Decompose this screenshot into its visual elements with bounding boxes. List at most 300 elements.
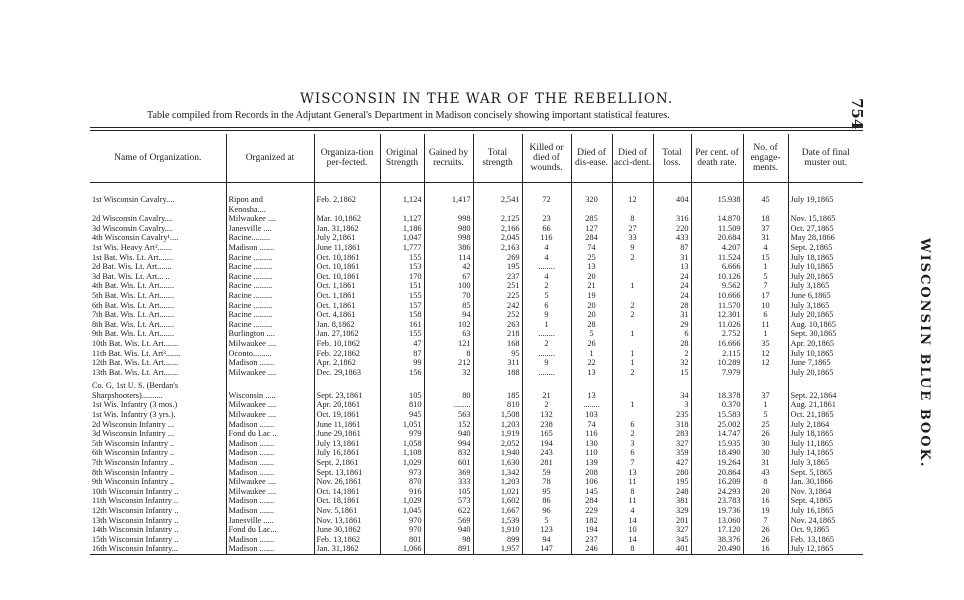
table-cell: 105 xyxy=(380,391,424,401)
table-cell: 2,166 xyxy=(473,224,522,234)
table-cell: Milwaukee .... xyxy=(226,368,314,378)
table-cell: 1,021 xyxy=(473,487,522,497)
table-cell: 16th Wisconsin Infantry... xyxy=(90,544,226,554)
table-cell: 9 xyxy=(522,358,571,368)
table-cell: 1,919 xyxy=(473,429,522,439)
table-cell: 4th Bat. Wis. Lt. Art....... xyxy=(92,281,175,291)
table-cell: 251 xyxy=(473,281,522,291)
table-cell: 3 xyxy=(653,400,691,410)
table-cell xyxy=(90,205,226,215)
table-cell: Janesville ..... xyxy=(226,516,314,526)
table-cell: Sept. 13,1861 xyxy=(314,468,380,478)
table-cell: 1st Bat. Wis. Lt. Art....... xyxy=(92,252,174,262)
table-cell: 1 xyxy=(612,358,653,368)
table-cell: 13 xyxy=(571,368,612,378)
table-cell: July 3,1865 xyxy=(788,458,863,468)
table-cell: July 12,1865 xyxy=(788,544,863,554)
table-row xyxy=(90,224,863,234)
table-cell: 35 xyxy=(743,339,788,349)
table-cell: Fond du Lac... xyxy=(226,525,314,535)
table-cell: 74 xyxy=(571,420,612,430)
table-cell: 10.126 xyxy=(691,272,743,282)
table-cell: 158 xyxy=(380,310,424,320)
table-cell xyxy=(612,320,653,330)
table-cell: 1,045 xyxy=(380,506,424,516)
table-cell: 401 xyxy=(653,544,691,554)
table-cell: Racine ......... xyxy=(226,272,314,282)
table-cell: Fond du Lac .. xyxy=(226,429,314,439)
table-cell: 8 xyxy=(424,349,473,359)
table-cell: 16 xyxy=(743,544,788,554)
table-cell: 19 xyxy=(743,506,788,516)
table-cell: 318 xyxy=(653,420,691,430)
table-cell: 8 xyxy=(743,477,788,487)
table-cell: 12th Bat. Wis. Lt. Art....... xyxy=(92,358,179,368)
table-cell xyxy=(571,381,612,391)
table-cell: Oct. 21,1865 xyxy=(788,410,863,420)
table-cell: 33 xyxy=(612,233,653,243)
table-cell: 280 xyxy=(653,468,691,478)
table-cell: 220 xyxy=(653,224,691,234)
table-cell: 153 xyxy=(380,262,424,272)
table-cell: 2 xyxy=(653,349,691,359)
table-body xyxy=(90,183,863,555)
table-cell: 2,163 xyxy=(473,243,522,253)
table-cell: 28 xyxy=(571,320,612,330)
table-cell: 243 xyxy=(522,448,571,458)
table-cell: Feb. 13,1862 xyxy=(314,535,380,545)
table-row xyxy=(90,496,863,506)
table-cell: 22 xyxy=(571,358,612,368)
table-cell: 15.938 xyxy=(691,195,743,205)
table-cell xyxy=(612,262,653,272)
table-cell: 26 xyxy=(743,429,788,439)
table-cell: 45 xyxy=(743,195,788,205)
table-cell: 998 xyxy=(424,233,473,243)
table-cell: 110 xyxy=(571,448,612,458)
table-cell: 13 xyxy=(612,468,653,478)
table-cell: 1,108 xyxy=(380,448,424,458)
table-cell: 15.935 xyxy=(691,439,743,449)
table-cell: Racine ......... xyxy=(226,291,314,301)
table-cell: 195 xyxy=(653,477,691,487)
table-cell: Sept. 23,1861 xyxy=(314,391,380,401)
table-cell: 2d Wisconsin Cavalry.... xyxy=(92,214,174,224)
table-cell: Jan. 31,1862 xyxy=(314,224,380,234)
table-cell: 9th Bat. Wis. Lt. Art....... xyxy=(92,329,175,339)
table-cell: 67 xyxy=(424,272,473,282)
table-cell: 100 xyxy=(424,281,473,291)
table-cell: 1,630 xyxy=(473,458,522,468)
table-cell: 18 xyxy=(743,214,788,224)
table-cell: 1,602 xyxy=(473,496,522,506)
table-cell: 151 xyxy=(380,281,424,291)
table-cell xyxy=(522,205,571,215)
table-cell: 2,052 xyxy=(473,439,522,449)
table-cell: Jan. 8,1862 xyxy=(314,320,380,330)
table-cell: 237 xyxy=(571,535,612,545)
table-row xyxy=(90,195,863,205)
table-cell: 2 xyxy=(522,400,571,410)
table-cell: 1,066 xyxy=(380,544,424,554)
table-cell: 5th Wisconsin Infantry .. xyxy=(92,438,175,448)
page-number: 754 xyxy=(848,98,866,130)
table-cell: Racine ......... xyxy=(226,262,314,272)
table-cell xyxy=(653,205,691,215)
table-cell: ........ xyxy=(424,400,473,410)
table-cell: July 20,1865 xyxy=(788,368,863,378)
table-cell: 31 xyxy=(653,253,691,263)
table-cell: 832 xyxy=(424,448,473,458)
table-cell: 1,342 xyxy=(473,468,522,478)
table-cell: 155 xyxy=(380,291,424,301)
table-cell: 15.583 xyxy=(691,410,743,420)
table-cell: 19.736 xyxy=(691,506,743,516)
table-cell: Madison ....... xyxy=(226,535,314,545)
table-cell: 6 xyxy=(612,448,653,458)
table-cell: Racine ......... xyxy=(226,320,314,330)
table-cell: 24 xyxy=(653,272,691,282)
table-cell: 12.301 xyxy=(691,310,743,320)
table-cell: 1,417 xyxy=(424,195,473,205)
table-cell: 24 xyxy=(653,291,691,301)
table-cell: 96 xyxy=(522,506,571,516)
table-cell: 3 xyxy=(612,439,653,449)
table-row xyxy=(90,468,863,478)
table-cell: 622 xyxy=(424,506,473,516)
table-cell: 218 xyxy=(473,329,522,339)
table-cell: Racine ......... xyxy=(226,310,314,320)
table-cell: Oct. 27,1865 xyxy=(788,224,863,234)
table-row xyxy=(90,205,863,215)
table-cell xyxy=(691,205,743,215)
table-cell: 2 xyxy=(522,339,571,349)
table-cell: 333 xyxy=(424,477,473,487)
table-cell: 940 xyxy=(424,525,473,535)
table-cell: 252 xyxy=(473,310,522,320)
table-cell: July 18,1865 xyxy=(788,253,863,263)
table-cell: 102 xyxy=(424,320,473,330)
table-cell: 569 xyxy=(424,516,473,526)
column-header: Organized at xyxy=(226,134,314,183)
table-cell: 11 xyxy=(612,496,653,506)
table-cell: 212 xyxy=(424,358,473,368)
table-cell: 32 xyxy=(424,368,473,378)
table-row xyxy=(90,458,863,468)
table-cell: 14 xyxy=(612,516,653,526)
table-cell: 2 xyxy=(522,281,571,291)
table-cell: 9th Wisconsin Infantry .. xyxy=(92,477,175,487)
table-cell: 6 xyxy=(653,329,691,339)
table-cell: 891 xyxy=(424,544,473,554)
table-cell: 155 xyxy=(380,253,424,263)
table-row xyxy=(90,291,863,301)
table-cell: Nov. 24,1865 xyxy=(788,516,863,526)
table-cell: 1,940 xyxy=(473,448,522,458)
table-cell: 283 xyxy=(653,429,691,439)
table-cell: 1 xyxy=(743,262,788,272)
table-cell: 1st Wis. Infantry (3 yrs.). xyxy=(92,410,176,420)
table-cell: ........ xyxy=(522,349,571,359)
table-cell: 24.293 xyxy=(691,487,743,497)
table-cell: 12th Wisconsin Infantry .. xyxy=(92,506,179,515)
table-cell: 208 xyxy=(571,468,612,478)
table-cell: 8 xyxy=(612,214,653,224)
table-cell xyxy=(612,339,653,349)
table-cell: Mar. 10,1862 xyxy=(314,214,380,224)
table-cell: 563 xyxy=(424,410,473,420)
column-header: Killed or died of wounds. xyxy=(522,134,571,183)
table-cell: 27 xyxy=(612,224,653,234)
table-cell: 8th Wisconsin Infantry .. xyxy=(92,467,175,477)
table-cell: 105 xyxy=(424,487,473,497)
table-cell: 37 xyxy=(743,391,788,401)
table-cell: 6 xyxy=(743,310,788,320)
table-cell: 235 xyxy=(653,410,691,420)
table-cell: 242 xyxy=(473,301,522,311)
table-cell: 994 xyxy=(424,439,473,449)
table-cell: Nov. 13,1861 xyxy=(314,516,380,526)
table-row xyxy=(90,339,863,349)
table-cell: 3d Bat. Wis. Lt. Art... .. xyxy=(92,271,170,281)
top-rule-double xyxy=(90,130,863,131)
table-cell: 248 xyxy=(653,487,691,497)
table-cell: 25 xyxy=(571,253,612,263)
table-cell: 139 xyxy=(571,458,612,468)
table-cell: Feb. 13,1865 xyxy=(788,535,863,545)
table-cell: 30 xyxy=(743,439,788,449)
table-row xyxy=(90,358,863,368)
running-head-side: WISCONSIN BLUE BOOK. xyxy=(917,238,932,469)
table-cell: 116 xyxy=(522,233,571,243)
table-cell: 14th Wisconsin Infantry .. xyxy=(92,525,179,535)
table-cell: July 19,1865 xyxy=(788,195,863,205)
table-cell: 327 xyxy=(653,439,691,449)
table-cell: Sept. 30,1865 xyxy=(788,329,863,339)
table-cell: Wisconsin ..... xyxy=(226,391,314,401)
table-cell: Milwaukee .... xyxy=(226,487,314,497)
table-cell: 369 xyxy=(424,468,473,478)
table-cell xyxy=(424,205,473,215)
table-cell: 979 xyxy=(380,429,424,439)
table-cell: 87 xyxy=(380,349,424,359)
table-cell: Racine ......... xyxy=(226,301,314,311)
column-header: Per cent. of death rate. xyxy=(691,134,743,183)
table-cell: 916 xyxy=(380,487,424,497)
column-header: Died of dis-ease. xyxy=(571,134,612,183)
table-cell: 86 xyxy=(522,496,571,506)
table-cell: 195 xyxy=(473,262,522,272)
table-cell: 42 xyxy=(424,262,473,272)
table-cell: Oct. 14,1861 xyxy=(314,487,380,497)
table-cell: Burlington .... xyxy=(226,329,314,339)
table-cell: 20.684 xyxy=(691,233,743,243)
table-caption: Table compiled from Records in the Adjutant General's Department in Madison concisely showing important statistical features. xyxy=(147,110,670,121)
table-cell: 70 xyxy=(424,291,473,301)
table-cell: 20 xyxy=(571,301,612,311)
table-cell: 6.666 xyxy=(691,262,743,272)
table-cell xyxy=(743,381,788,391)
table-cell: Co. G, 1st U. S. (Berdan's xyxy=(92,381,179,391)
table-cell: Nov. 15,1865 xyxy=(788,214,863,224)
table-cell: 433 xyxy=(653,233,691,243)
table-cell xyxy=(743,205,788,215)
table-cell: 30 xyxy=(743,448,788,458)
table-cell: 145 xyxy=(571,487,612,497)
table-cell: Oct. 10,1861 xyxy=(314,253,380,263)
table-cell: 15th Wisconsin Infantry .. xyxy=(92,534,179,544)
table-cell: Oct. 4,1861 xyxy=(314,310,380,320)
column-header: Date of final muster out. xyxy=(788,134,863,183)
table-cell: Oct. 18,1861 xyxy=(314,496,380,506)
table-cell: Madison ....... xyxy=(226,448,314,458)
table-cell: 1,539 xyxy=(473,516,522,526)
table-cell: 156 xyxy=(380,368,424,378)
table-cell: 14.870 xyxy=(691,214,743,224)
table-cell: Feb. 22,1862 xyxy=(314,349,380,359)
table-cell: 31 xyxy=(743,233,788,243)
table-row xyxy=(90,233,863,243)
table-cell: 870 xyxy=(380,477,424,487)
table-cell: 14.747 xyxy=(691,429,743,439)
column-header: Name of Organization. xyxy=(90,134,226,183)
statistics-table xyxy=(90,134,863,555)
table-cell: 28 xyxy=(653,301,691,311)
table-row xyxy=(90,281,863,291)
table-cell: 285 xyxy=(571,214,612,224)
table-cell xyxy=(314,205,380,215)
column-header: Gained by recruits. xyxy=(424,134,473,183)
table-cell: 10 xyxy=(743,301,788,311)
table-cell: 998 xyxy=(424,214,473,224)
table-row xyxy=(90,400,863,410)
table-cell: 170 xyxy=(380,272,424,282)
table-cell xyxy=(612,272,653,282)
table-cell: 6th Bat. Wis. Lt. Art....... xyxy=(92,300,175,310)
table-cell: 10.666 xyxy=(691,291,743,301)
table-row xyxy=(90,487,863,497)
column-header: Died of acci-dent. xyxy=(612,134,653,183)
table-cell: Kenosha.... xyxy=(226,205,314,215)
table-cell: June 30,1862 xyxy=(314,525,380,535)
table-cell: Oconto......... xyxy=(226,349,314,359)
table-cell: July 2,1861 xyxy=(314,233,380,243)
table-cell: July 13,1861 xyxy=(314,439,380,449)
table-cell: July 11,1865 xyxy=(788,439,863,449)
table-cell: 329 xyxy=(653,506,691,516)
table-cell: 359 xyxy=(653,448,691,458)
table-cell: 4 xyxy=(522,243,571,253)
table-cell: 320 xyxy=(571,195,612,205)
table-cell: Oct. 9,1865 xyxy=(788,525,863,535)
table-cell: 2,541 xyxy=(473,195,522,205)
table-cell: Oct. 1,1861 xyxy=(314,281,380,291)
table-cell: 573 xyxy=(424,496,473,506)
table-cell: Sept. 2,1861 xyxy=(314,458,380,468)
table-cell: Oct. 1,1861 xyxy=(314,291,380,301)
table-cell: 237 xyxy=(473,272,522,282)
table-cell: 95 xyxy=(473,349,522,359)
table-cell: 10th Bat. Wis. Lt. Art....... xyxy=(92,338,179,348)
table-cell: 9 xyxy=(522,310,571,320)
table-cell: 25.002 xyxy=(691,420,743,430)
table-cell: 182 xyxy=(571,516,612,526)
table-cell: 98 xyxy=(424,535,473,545)
table-cell xyxy=(473,381,522,391)
table-cell: 940 xyxy=(424,429,473,439)
table-cell: Ripon and xyxy=(226,195,314,205)
table-cell xyxy=(522,381,571,391)
table-cell: 37 xyxy=(743,224,788,234)
table-cell: 6 xyxy=(612,420,653,430)
table-cell: 26 xyxy=(571,339,612,349)
table-cell: 13th Wisconsin Infantry .. xyxy=(92,515,179,525)
table-cell: 1,508 xyxy=(473,410,522,420)
table-cell: June 7,1865 xyxy=(788,358,863,368)
table-cell: 970 xyxy=(380,525,424,535)
table-cell: 123 xyxy=(522,525,571,535)
table-cell xyxy=(612,291,653,301)
table-cell: 1,127 xyxy=(380,214,424,224)
table-cell: Janesville .... xyxy=(226,224,314,234)
table-cell: 263 xyxy=(473,320,522,330)
table-cell: Aug. 10,1865 xyxy=(788,320,863,330)
table-cell: 10th Wisconsin Infantry .. xyxy=(92,486,179,496)
table-cell: 185 xyxy=(473,391,522,401)
table-cell: 8 xyxy=(612,487,653,497)
table-cell: 12 xyxy=(612,195,653,205)
table-cell: Sept. 4,1865 xyxy=(788,496,863,506)
table-cell: July 2,1864 xyxy=(788,420,863,430)
table-cell: 152 xyxy=(424,420,473,430)
table-row xyxy=(90,320,863,330)
table-cell: 114 xyxy=(424,253,473,263)
table-cell: Apr. 2,1862 xyxy=(314,358,380,368)
table-cell: 3d Wisconsin Cavalry.... xyxy=(92,223,174,233)
table-cell: 63 xyxy=(424,329,473,339)
table-cell: 20.490 xyxy=(691,544,743,554)
table-cell: 14 xyxy=(612,535,653,545)
table-cell: ........ xyxy=(522,368,571,378)
table-cell xyxy=(612,205,653,215)
table-cell xyxy=(314,381,380,391)
table-header xyxy=(90,134,863,183)
table-cell: Nov. 5,1861 xyxy=(314,506,380,516)
table-cell: 106 xyxy=(571,477,612,487)
table-cell: 43 xyxy=(743,468,788,478)
table-cell: 7.979 xyxy=(691,368,743,378)
table-cell: Milwaukee .... xyxy=(226,400,314,410)
table-cell: 24 xyxy=(653,281,691,291)
table-cell: 386 xyxy=(424,243,473,253)
table-row xyxy=(90,310,863,320)
table-cell: 11.570 xyxy=(691,301,743,311)
header-row xyxy=(90,134,863,183)
table-cell: 31 xyxy=(653,310,691,320)
column-header: Organiza-tion per-fected. xyxy=(314,134,380,183)
table-cell xyxy=(788,381,863,391)
table-cell: 5 xyxy=(743,272,788,282)
table-cell: 13 xyxy=(571,262,612,272)
table-cell: 201 xyxy=(653,516,691,526)
table-cell: 2 xyxy=(612,253,653,263)
table-cell: 601 xyxy=(424,458,473,468)
table-cell: 147 xyxy=(522,544,571,554)
table-cell: 269 xyxy=(473,253,522,263)
column-header: Total strength xyxy=(473,134,522,183)
table-cell: 5th Bat. Wis. Lt. Art....... xyxy=(92,290,175,300)
table-row xyxy=(90,349,863,359)
